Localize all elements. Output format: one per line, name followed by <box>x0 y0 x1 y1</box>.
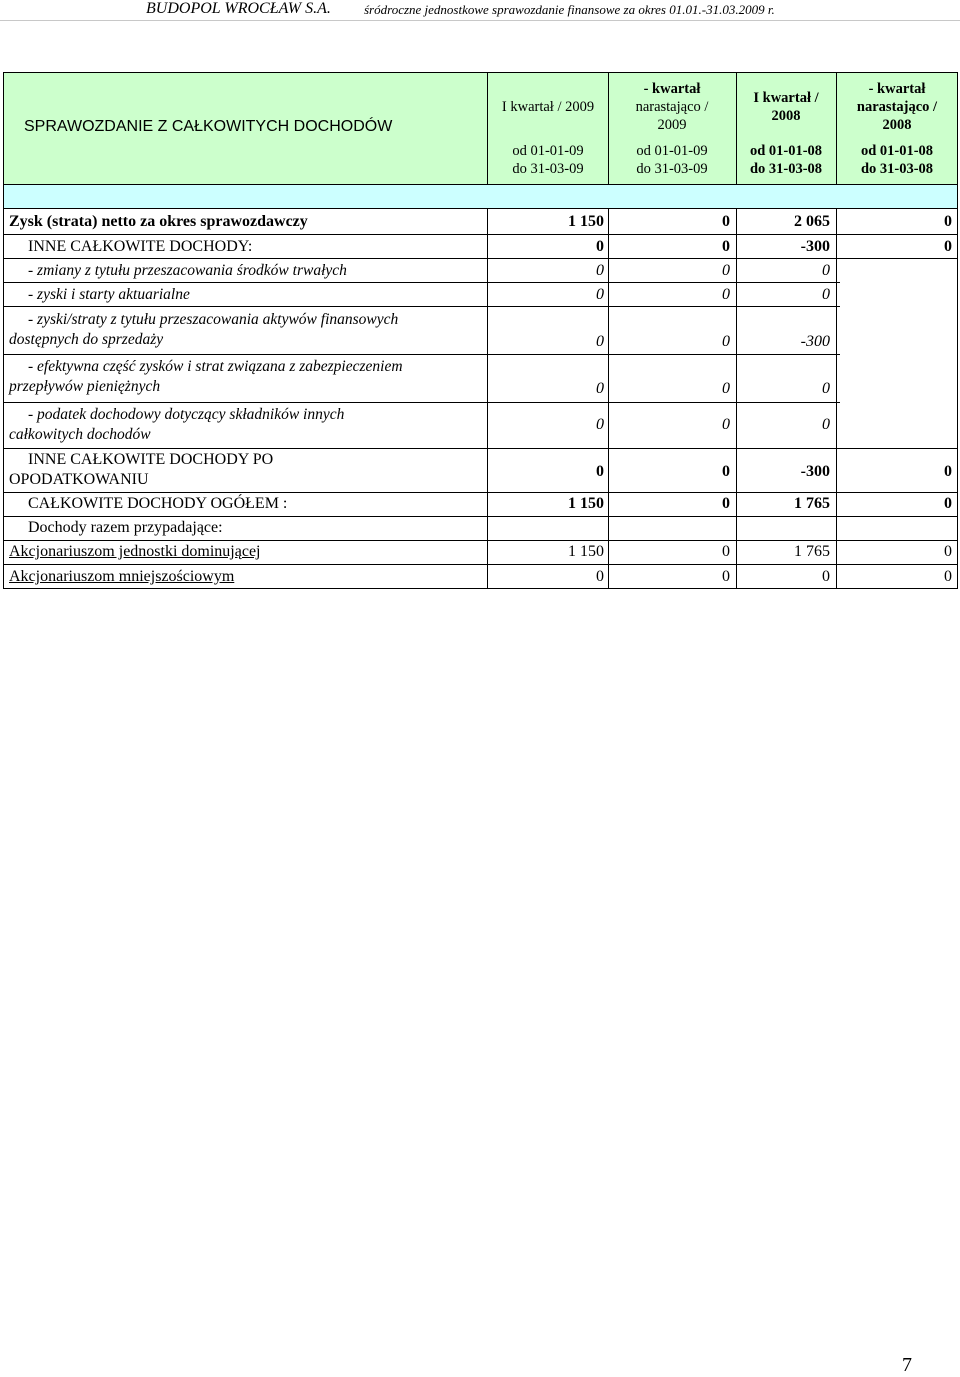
cell-value: 0 <box>722 416 730 433</box>
row-label: - efektywna część zysków i strat związana z zabezpieczeniem <box>28 358 403 375</box>
cell-value: 0 <box>722 333 730 350</box>
header-rule <box>0 20 960 21</box>
statement-title: SPRAWOZDANIE Z CAŁKOWITYCH DOCHODÓW <box>24 118 393 135</box>
row-divider <box>3 516 958 517</box>
company-name: BUDOPOL WROCŁAW S.A. <box>146 0 331 17</box>
column-header-period: - kwartał <box>868 81 926 97</box>
column-header-from: od 01-01-08 <box>749 143 823 159</box>
cell-value: 0 <box>722 286 730 303</box>
row-label-continued: dostępnych do sprzedaży <box>9 331 164 348</box>
column-header <box>608 80 736 178</box>
cell-value: 1 765 <box>794 543 830 560</box>
row-divider <box>3 282 840 283</box>
cell-value: 0 <box>944 543 952 560</box>
row-label-continued: przepływów pieniężnych <box>9 378 161 395</box>
column-divider <box>608 72 609 185</box>
column-divider <box>736 72 737 185</box>
row-label: - zyski/straty z tytułu przeszacowania aktywów finansowych <box>28 311 399 328</box>
column-divider <box>836 72 837 185</box>
cell-value: 0 <box>596 568 604 585</box>
row-divider <box>3 258 958 259</box>
page-number: 7 <box>902 1354 912 1376</box>
column-header-period-2: narastająco / <box>635 99 709 115</box>
cell-value: 0 <box>944 463 952 480</box>
column-header-from: od 01-01-09 <box>512 143 584 159</box>
row-label: Dochody razem przypadające: <box>28 519 223 536</box>
column-header-period-3: 2008 <box>882 117 912 133</box>
cell-value: 1 150 <box>568 495 604 512</box>
row-divider <box>3 448 958 449</box>
cell-value: 0 <box>596 286 604 303</box>
column-header-to: do 31-03-09 <box>636 161 708 177</box>
row-divider <box>3 306 840 307</box>
cell-value: -300 <box>800 238 830 255</box>
row-label: - podatek dochodowy dotyczący składników innych <box>28 406 345 423</box>
column-header-period: I kwartał / <box>753 90 819 106</box>
cell-value: 0 <box>596 416 604 433</box>
cell-value: 0 <box>944 238 952 255</box>
cell-value: -300 <box>800 463 830 480</box>
column-header-period-2: narastająco / <box>856 99 938 115</box>
cell-value: 0 <box>722 213 730 230</box>
row-label: - zyski i starty aktuarialne <box>28 286 190 303</box>
row-label-continued: całkowitych dochodów <box>9 426 151 443</box>
column-header <box>736 89 836 178</box>
column-header-to: do 31-03-09 <box>512 161 584 177</box>
cell-value: 0 <box>596 238 604 255</box>
row-label: CAŁKOWITE DOCHODY OGÓŁEM : <box>28 495 288 512</box>
column-header-period: - kwartał <box>643 81 701 97</box>
row-divider <box>3 354 840 355</box>
column-header-to: do 31-03-08 <box>749 161 823 177</box>
cell-value: 0 <box>722 543 730 560</box>
cell-value: 0 <box>722 262 730 279</box>
cell-value: 0 <box>596 262 604 279</box>
row-divider <box>3 492 958 493</box>
cell-value: 0 <box>722 495 730 512</box>
column-header-to: do 31-03-08 <box>860 161 934 177</box>
cell-value: 0 <box>944 568 952 585</box>
row-divider <box>3 402 840 403</box>
column-header <box>836 80 958 178</box>
cell-value: 0 <box>722 568 730 585</box>
cell-value: -300 <box>800 333 830 350</box>
page-header <box>0 0 960 22</box>
cell-value: 0 <box>822 262 830 279</box>
cell-value: 0 <box>722 463 730 480</box>
cell-value: 1 765 <box>794 495 830 512</box>
row-label: - zmiany z tytułu przeszacowania środków trwałych <box>28 262 347 279</box>
cell-value: 0 <box>822 286 830 303</box>
cell-value: 0 <box>944 213 952 230</box>
cell-value: 2 065 <box>794 213 830 230</box>
column-header-period-2: 2008 <box>771 108 801 124</box>
cell-value: 0 <box>596 463 604 480</box>
cell-value: 1 150 <box>568 213 604 230</box>
cell-value: 0 <box>822 568 830 585</box>
cell-value: 0 <box>722 238 730 255</box>
report-description: śródroczne jednostkowe sprawozdanie finansowe za okres 01.01.-31.03.2009 r. <box>364 2 775 17</box>
column-header-from: od 01-01-09 <box>636 143 708 159</box>
row-label: INNE CAŁKOWITE DOCHODY PO <box>28 451 274 468</box>
cell-value: 0 <box>722 380 730 397</box>
cell-value: 1 150 <box>568 543 604 560</box>
column-header-period-3: 2009 <box>657 117 687 133</box>
cell-value: 0 <box>596 380 604 397</box>
cell-value: 0 <box>822 416 830 433</box>
row-label: Zysk (strata) netto za okres sprawozdawczy <box>9 213 308 230</box>
header-spacer-band <box>3 185 958 209</box>
column-divider <box>836 209 837 589</box>
column-header <box>488 98 608 178</box>
cell-value: 0 <box>944 495 952 512</box>
cell-value: 0 <box>596 333 604 350</box>
cell-value: 0 <box>822 380 830 397</box>
column-divider <box>487 72 488 185</box>
row-label: Akcjonariuszom mniejszościowym <box>9 568 235 585</box>
column-header-period: I kwartał / 2009 <box>501 99 595 115</box>
row-label-continued: OPODATKOWANIU <box>9 471 149 488</box>
row-divider <box>3 564 958 565</box>
row-label: INNE CAŁKOWITE DOCHODY: <box>28 238 253 255</box>
row-label: Akcjonariuszom jednostki dominującej <box>9 543 261 560</box>
row-divider <box>3 234 958 235</box>
column-header-from: od 01-01-08 <box>860 143 934 159</box>
row-divider <box>3 540 958 541</box>
